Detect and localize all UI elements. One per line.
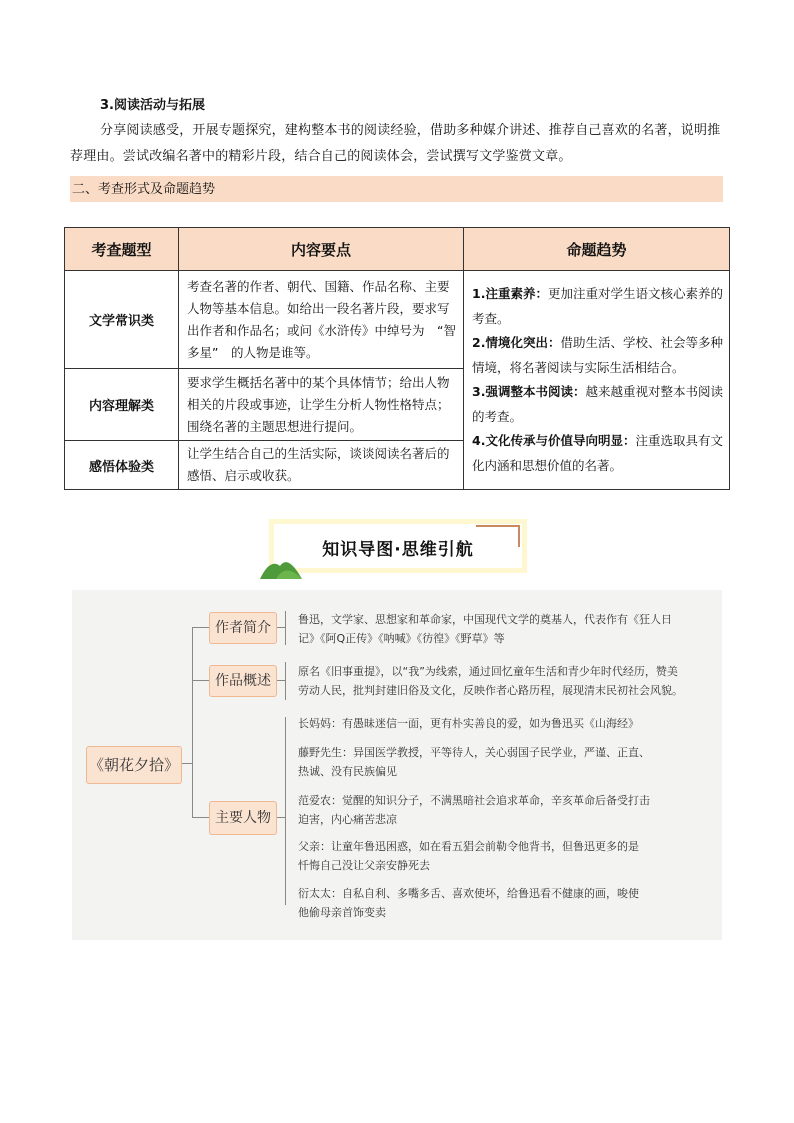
trend-item	[472, 282, 723, 331]
trend-item	[472, 429, 723, 478]
trend-label: 2.情境化突出：	[472, 335, 561, 350]
trend-text: 借助生活、学校、社会等多种情境，将名著阅读与实际生活相结合。	[472, 335, 723, 375]
mindmap-leaf: 衍太太：自私自利、多嘴多舌、喜欢使坏，给鲁迅看不健康的画，唆使他偷母亲首饰变卖	[298, 887, 639, 919]
mindmap-leaf: 原名《旧事重提》，以“我”为线索，通过回忆童年生活和青少年时代经历，赞美劳动人民，批判封建旧俗及文化，反映作者心路历程，展现清末民初社会风貌。	[298, 665, 683, 697]
table-header: 考查题型	[65, 228, 179, 271]
mindmap-leaf: 藤野先生：异国医学教授，平等待人，关心弱国子民学业，严谨、正直、热诚、没有民族偏见	[298, 746, 650, 778]
banner-corner-decoration	[476, 525, 520, 527]
table-header-row	[65, 228, 730, 271]
connector-line	[192, 680, 209, 681]
content-cell: 考查名著的作者、朝代、国籍、作品名称、主要人物等基本信息。如给出一段名著片段，要求写出作者和作品名；或问《水浒传》中绰号为 “智多星” 的人物是谁等。	[179, 271, 464, 369]
banner-title: 知识导图·思维引航	[322, 540, 474, 560]
question-type-cell: 文学常识类	[65, 271, 179, 369]
section-paragraph: 分享阅读感受，开展专题探究，建构整本书的阅读经验，借助多种媒介讲述、推荐自己喜欢的名著，说明推荐理由。尝试改编名著中的精彩片段，结合自己的阅读体会，尝试撰写文学鉴赏文章。	[70, 123, 721, 164]
section-bar-title: 二、考查形式及命题趋势	[72, 182, 216, 197]
table-header: 内容要点	[179, 228, 464, 271]
mind-map	[72, 590, 722, 940]
connector-line	[285, 611, 286, 645]
trend-text: 越来越重视对整本书阅读的考查。	[472, 384, 723, 424]
hill-icon	[258, 552, 304, 580]
section-bar	[70, 176, 723, 202]
trend-label: 1.注重素养：	[472, 286, 548, 301]
table-header: 命题趋势	[464, 228, 730, 271]
trend-item	[472, 331, 723, 380]
mindmap-banner	[269, 519, 527, 573]
table-row	[65, 271, 730, 369]
connector-line	[285, 717, 286, 905]
mindmap-branch-overview: 作品概述	[209, 665, 277, 697]
trend-item	[472, 380, 723, 429]
mindmap-leaf: 长妈妈：有愚昧迷信一面，更有朴实善良的爱，如为鲁迅买《山海经》	[298, 717, 639, 730]
connector-line	[192, 627, 209, 628]
mindmap-branch-author: 作者简介	[209, 612, 277, 644]
connector-line	[192, 627, 193, 817]
exam-table	[64, 227, 730, 490]
question-type-cell: 内容理解类	[65, 369, 179, 441]
mindmap-leaf: 父亲：让童年鲁迅困惑，如在看五猖会前勒令他背书，但鲁迅更多的是忏悔自己没让父亲安静死去	[298, 840, 639, 872]
trend-label: 3.强调整本书阅读：	[472, 384, 586, 399]
mindmap-leaf: 鲁迅，文学家、思想家和革命家，中国现代文学的奠基人，代表作有《狂人日记》《阿Q正传》《呐喊》《彷徨》《野草》等	[298, 613, 672, 645]
content-cell: 让学生结合自己的生活实际，谈谈阅读名著后的感悟、启示或收获。	[179, 441, 464, 490]
mindmap-root: 《朝花夕拾》	[86, 746, 182, 784]
trend-text: 注重选取具有文化内涵和思想价值的名著。	[472, 433, 723, 473]
connector-line	[192, 817, 209, 818]
mindmap-branch-characters: 主要人物	[209, 801, 277, 835]
connector-line	[285, 662, 286, 700]
trend-text: 更加注重对学生语文核心素养的考查。	[472, 286, 723, 326]
trend-label: 4.文化传承与价值导向明显：	[472, 433, 636, 448]
content-cell: 要求学生概括名著中的某个具体情节；给出人物相关的片段或事迹，让学生分析人物性格特点；围绕名著的主题思想进行提问。	[179, 369, 464, 441]
trend-cell	[464, 271, 730, 490]
mindmap-leaf: 范爱农：觉醒的知识分子，不满黑暗社会追求革命，辛亥革命后备受打击迫害，内心痛苦悲凉	[298, 794, 650, 826]
section-heading-reading-activities: 3.阅读活动与拓展	[100, 98, 205, 113]
banner-box	[274, 524, 522, 568]
question-type-cell: 感悟体验类	[65, 441, 179, 490]
banner-corner-decoration	[518, 525, 520, 547]
